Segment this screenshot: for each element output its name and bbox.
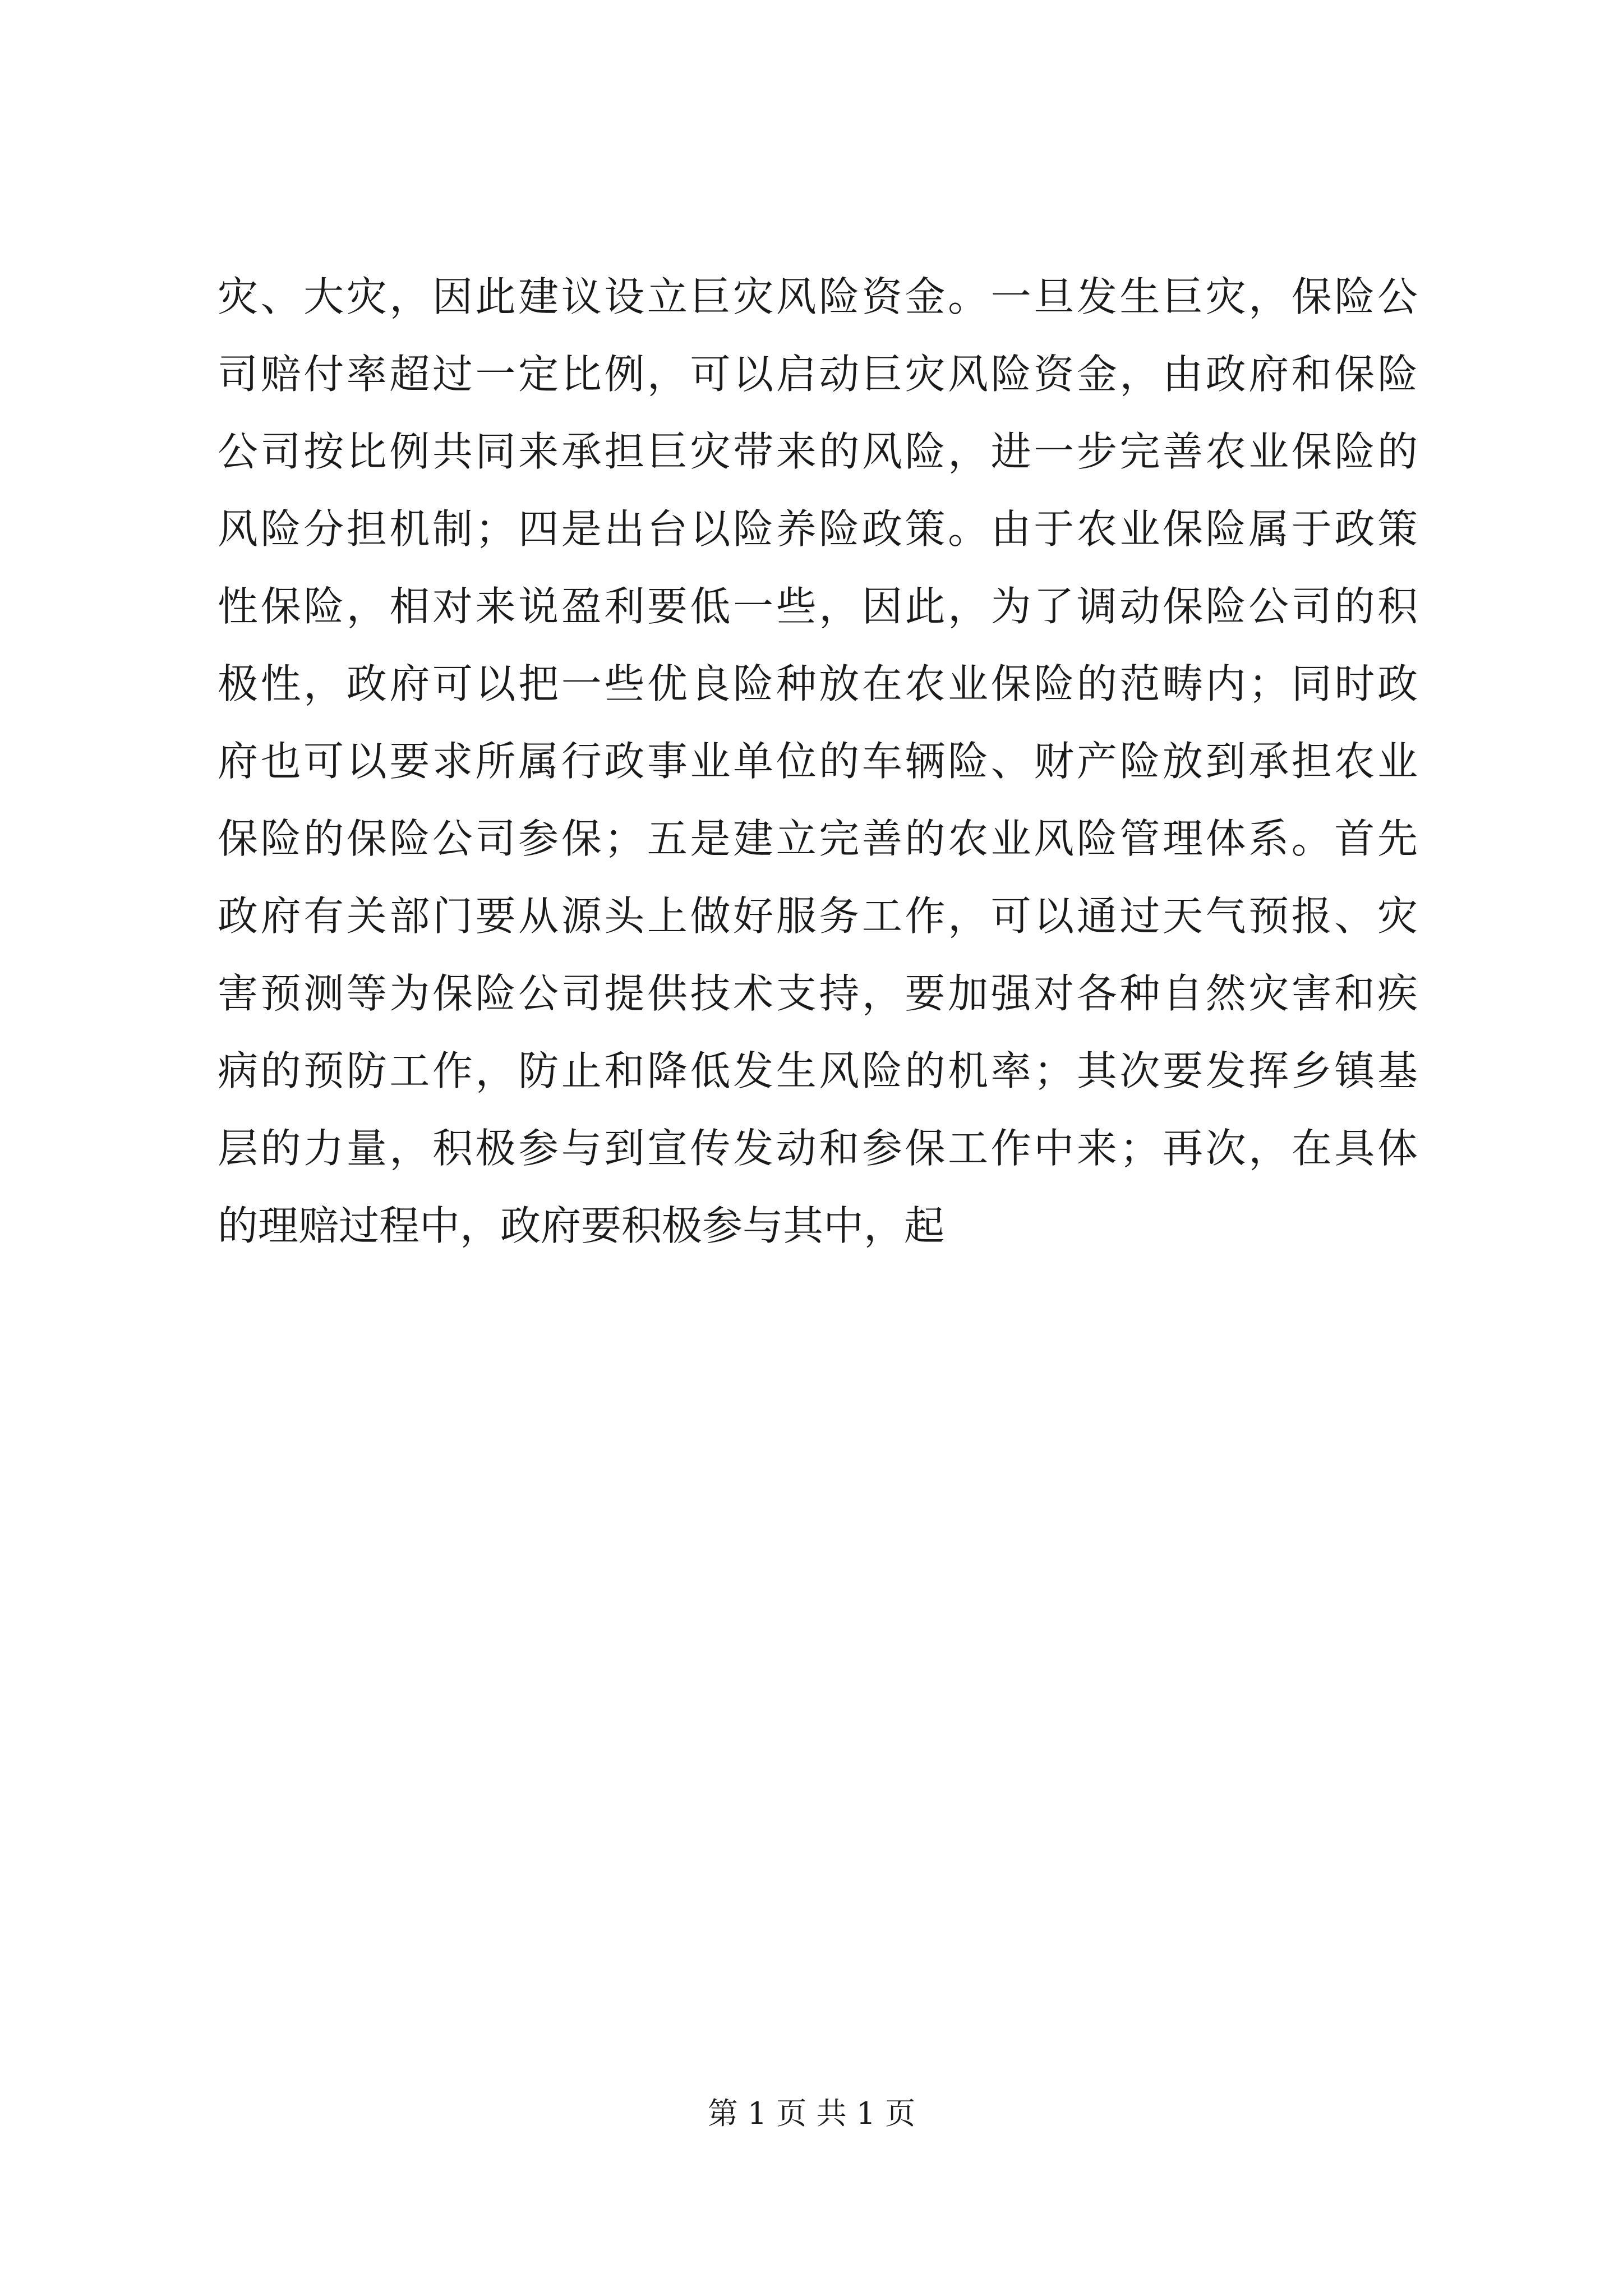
- text-line: 病的预防工作，防止和降低发生风险的机率；其次要发挥乡镇基: [218, 1047, 1418, 1094]
- page-footer: [0, 2091, 1623, 2136]
- text-line: 害预测等为保险公司提供技术支持，要加强对各种自然灾害和疾: [218, 970, 1418, 1017]
- text-line: 极性，政府可以把一些优良险种放在农业保险的范畴内；同时政: [218, 660, 1418, 707]
- text-line: 的理赔过程中，政府要积极参与其中，起: [218, 1202, 945, 1249]
- body-paragraph: [218, 258, 1418, 1264]
- text-line: 政府有关部门要从源头上做好服务工作，可以通过天气预报、灾: [218, 892, 1418, 940]
- page-number-label: 第 1 页 共 1 页: [707, 2096, 916, 2131]
- text-line: 保险的保险公司参保；五是建立完善的农业风险管理体系。首先: [218, 815, 1418, 862]
- text-line: 性保险，相对来说盈利要低一些，因此，为了调动保险公司的积: [218, 583, 1418, 630]
- text-line: 灾、大灾，因此建议设立巨灾风险资金。一旦发生巨灾，保险公: [218, 273, 1418, 320]
- text-line: 层的力量，积极参与到宣传发动和参保工作中来；再次，在具体: [218, 1125, 1418, 1172]
- text-line: 司赔付率超过一定比例，可以启动巨灾风险资金，由政府和保险: [218, 351, 1418, 398]
- text-line: 府也可以要求所属行政事业单位的车辆险、财产险放到承担农业: [218, 738, 1418, 785]
- text-line: 风险分担机制；四是出台以险养险政策。由于农业保险属于政策: [218, 505, 1418, 553]
- text-line: 公司按比例共同来承担巨灾带来的风险，进一步完善农业保险的: [218, 428, 1418, 475]
